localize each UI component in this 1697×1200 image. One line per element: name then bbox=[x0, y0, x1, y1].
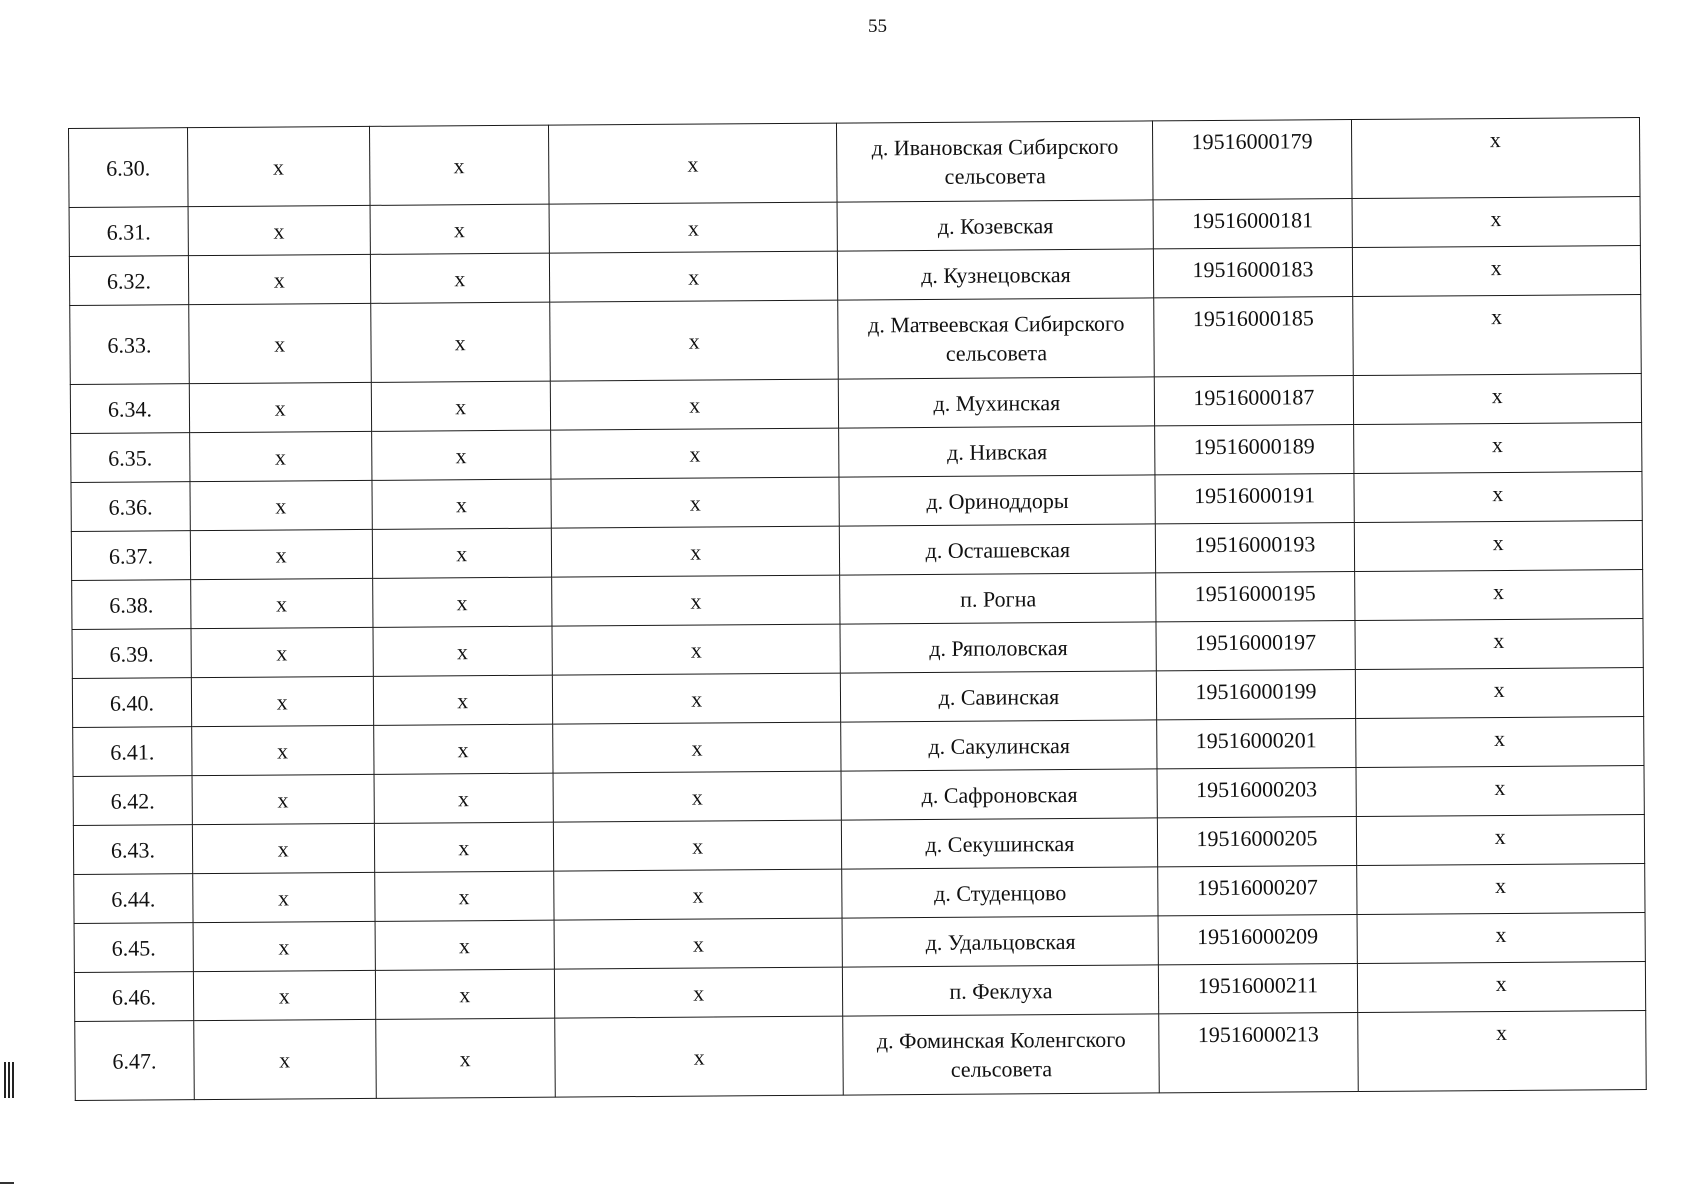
column-3-cell: x bbox=[375, 969, 555, 1019]
column-7-cell: x bbox=[1355, 717, 1644, 768]
row-number-cell: 6.47. bbox=[75, 1021, 194, 1101]
column-2-cell: x bbox=[188, 205, 370, 255]
oktmo-code-cell: 19516000191 bbox=[1155, 474, 1353, 524]
settlement-name-cell: д. Сафроновская bbox=[841, 769, 1157, 820]
oktmo-code-cell: 19516000201 bbox=[1157, 719, 1355, 769]
binding-mark bbox=[4, 1062, 14, 1098]
row-number-cell: 6.36. bbox=[71, 482, 190, 532]
column-2-cell: x bbox=[190, 529, 372, 579]
column-4-cell: x bbox=[550, 300, 839, 381]
column-3-cell: x bbox=[371, 479, 551, 529]
oktmo-code-cell: 19516000211 bbox=[1159, 964, 1357, 1014]
settlement-name-cell: д. Ряполовская bbox=[840, 622, 1156, 673]
column-7-cell: x bbox=[1356, 815, 1645, 866]
column-7-cell: x bbox=[1351, 118, 1640, 199]
column-2-cell: x bbox=[189, 303, 371, 383]
oktmo-code-cell: 19516000207 bbox=[1158, 866, 1356, 916]
column-2-cell: x bbox=[187, 126, 369, 206]
column-2-cell: x bbox=[188, 254, 370, 304]
column-3-cell: x bbox=[373, 626, 553, 676]
column-4-cell: x bbox=[553, 722, 842, 773]
registry-table-container bbox=[68, 117, 1647, 1101]
column-4-cell: x bbox=[548, 123, 837, 204]
column-4-cell: x bbox=[549, 202, 838, 253]
column-3-cell: x bbox=[370, 253, 550, 303]
settlement-name-cell: д. Матвеевская Сибирского сельсовета bbox=[838, 298, 1154, 379]
settlement-name-cell: п. Рогна bbox=[840, 573, 1156, 624]
settlement-name-cell: д. Сакулинская bbox=[841, 720, 1157, 771]
column-2-cell: x bbox=[192, 774, 374, 824]
settlement-name-cell: д. Ориноддоры bbox=[839, 475, 1155, 526]
row-number-cell: 6.44. bbox=[74, 874, 193, 924]
column-4-cell: x bbox=[552, 575, 841, 626]
column-3-cell: x bbox=[371, 430, 551, 480]
oktmo-code-cell: 19516000213 bbox=[1159, 1013, 1358, 1093]
column-7-cell: x bbox=[1357, 913, 1646, 964]
column-4-cell: x bbox=[551, 428, 840, 479]
column-4-cell: x bbox=[554, 967, 843, 1018]
column-7-cell: x bbox=[1357, 962, 1646, 1013]
row-number-cell: 6.37. bbox=[71, 531, 190, 581]
oktmo-code-cell: 19516000181 bbox=[1153, 199, 1351, 249]
settlement-name-cell: п. Феклуха bbox=[843, 965, 1159, 1016]
oktmo-code-cell: 19516000189 bbox=[1155, 425, 1353, 475]
column-7-cell: x bbox=[1355, 668, 1644, 719]
oktmo-code-cell: 19516000205 bbox=[1158, 817, 1356, 867]
settlement-name-cell: д. Удальцовская bbox=[842, 916, 1158, 967]
oktmo-code-cell: 19516000197 bbox=[1156, 621, 1354, 671]
settlement-name-cell: д. Савинская bbox=[841, 671, 1157, 722]
column-2-cell: x bbox=[193, 970, 375, 1020]
column-3-cell: x bbox=[371, 381, 551, 431]
column-3-cell: x bbox=[374, 871, 554, 921]
registry-table bbox=[68, 117, 1647, 1101]
column-2-cell: x bbox=[191, 676, 373, 726]
column-4-cell: x bbox=[553, 820, 842, 871]
column-7-cell: x bbox=[1356, 766, 1645, 817]
column-4-cell: x bbox=[555, 1016, 844, 1097]
oktmo-code-cell: 19516000187 bbox=[1155, 376, 1353, 426]
column-7-cell: x bbox=[1354, 570, 1643, 621]
column-4-cell: x bbox=[550, 379, 839, 430]
row-number-cell: 6.32. bbox=[69, 256, 188, 306]
column-7-cell: x bbox=[1353, 374, 1642, 425]
row-number-cell: 6.45. bbox=[74, 923, 193, 973]
row-number-cell: 6.33. bbox=[70, 305, 189, 385]
table-row bbox=[69, 118, 1641, 208]
oktmo-code-cell: 19516000199 bbox=[1157, 670, 1355, 720]
oktmo-code-cell: 19516000179 bbox=[1153, 120, 1352, 200]
column-2-cell: x bbox=[191, 627, 373, 677]
page-number: 55 bbox=[868, 16, 887, 37]
row-number-cell: 6.43. bbox=[73, 825, 192, 875]
column-7-cell: x bbox=[1353, 472, 1642, 523]
column-4-cell: x bbox=[552, 624, 841, 675]
column-2-cell: x bbox=[191, 578, 373, 628]
settlement-name-cell: д. Мухинская bbox=[839, 377, 1155, 428]
column-2-cell: x bbox=[194, 1019, 376, 1099]
column-4-cell: x bbox=[551, 477, 840, 528]
column-3-cell: x bbox=[374, 822, 554, 872]
column-4-cell: x bbox=[552, 673, 841, 724]
column-3-cell: x bbox=[370, 204, 550, 254]
column-7-cell: x bbox=[1352, 295, 1641, 376]
settlement-name-cell: д. Козевская bbox=[837, 200, 1153, 251]
column-2-cell: x bbox=[192, 823, 374, 873]
column-3-cell: x bbox=[375, 920, 555, 970]
column-7-cell: x bbox=[1352, 197, 1641, 248]
column-3-cell: x bbox=[369, 125, 549, 205]
row-number-cell: 6.34. bbox=[70, 384, 189, 434]
column-7-cell: x bbox=[1354, 521, 1643, 572]
row-number-cell: 6.31. bbox=[69, 207, 188, 257]
column-3-cell: x bbox=[373, 724, 553, 774]
oktmo-code-cell: 19516000183 bbox=[1154, 248, 1352, 298]
settlement-name-cell: д. Студенцово bbox=[842, 867, 1158, 918]
row-number-cell: 6.41. bbox=[73, 727, 192, 777]
column-7-cell: x bbox=[1352, 246, 1641, 297]
settlement-name-cell: д. Ивановская Сибирского сельсовета bbox=[837, 121, 1153, 202]
column-4-cell: x bbox=[549, 251, 838, 302]
column-3-cell: x bbox=[373, 675, 553, 725]
settlement-name-cell: д. Нивская bbox=[839, 426, 1155, 477]
settlement-name-cell: д. Осташевская bbox=[840, 524, 1156, 575]
column-2-cell: x bbox=[190, 431, 372, 481]
settlement-name-cell: д. Кузнецовская bbox=[838, 249, 1154, 300]
column-4-cell: x bbox=[553, 771, 842, 822]
row-number-cell: 6.40. bbox=[72, 678, 191, 728]
oktmo-code-cell: 19516000209 bbox=[1158, 915, 1356, 965]
column-3-cell: x bbox=[375, 1018, 555, 1098]
column-2-cell: x bbox=[192, 725, 374, 775]
column-2-cell: x bbox=[193, 872, 375, 922]
settlement-name-cell: д. Секушинская bbox=[842, 818, 1158, 869]
column-2-cell: x bbox=[189, 382, 371, 432]
row-number-cell: 6.42. bbox=[73, 776, 192, 826]
oktmo-code-cell: 19516000203 bbox=[1157, 768, 1355, 818]
column-3-cell: x bbox=[372, 528, 552, 578]
column-3-cell: x bbox=[372, 577, 552, 627]
settlement-name-cell: д. Фоминская Коленгского сельсовета bbox=[843, 1014, 1159, 1095]
row-number-cell: 6.35. bbox=[71, 433, 190, 483]
table-row bbox=[75, 1011, 1647, 1101]
column-3-cell: x bbox=[374, 773, 554, 823]
oktmo-code-cell: 19516000193 bbox=[1156, 523, 1354, 573]
column-3-cell: x bbox=[370, 302, 550, 382]
column-7-cell: x bbox=[1357, 1011, 1646, 1092]
column-4-cell: x bbox=[554, 918, 843, 969]
registry-table-body bbox=[69, 118, 1647, 1101]
row-number-cell: 6.39. bbox=[72, 629, 191, 679]
column-7-cell: x bbox=[1353, 423, 1642, 474]
oktmo-code-cell: 19516000185 bbox=[1154, 297, 1353, 377]
column-4-cell: x bbox=[551, 526, 840, 577]
column-7-cell: x bbox=[1354, 619, 1643, 670]
margin-tick bbox=[0, 1182, 14, 1184]
row-number-cell: 6.30. bbox=[69, 128, 188, 208]
column-2-cell: x bbox=[190, 480, 372, 530]
table-row bbox=[70, 295, 1642, 385]
column-2-cell: x bbox=[193, 921, 375, 971]
oktmo-code-cell: 19516000195 bbox=[1156, 572, 1354, 622]
column-7-cell: x bbox=[1356, 864, 1645, 915]
column-4-cell: x bbox=[554, 869, 843, 920]
row-number-cell: 6.38. bbox=[72, 580, 191, 630]
row-number-cell: 6.46. bbox=[74, 972, 193, 1022]
